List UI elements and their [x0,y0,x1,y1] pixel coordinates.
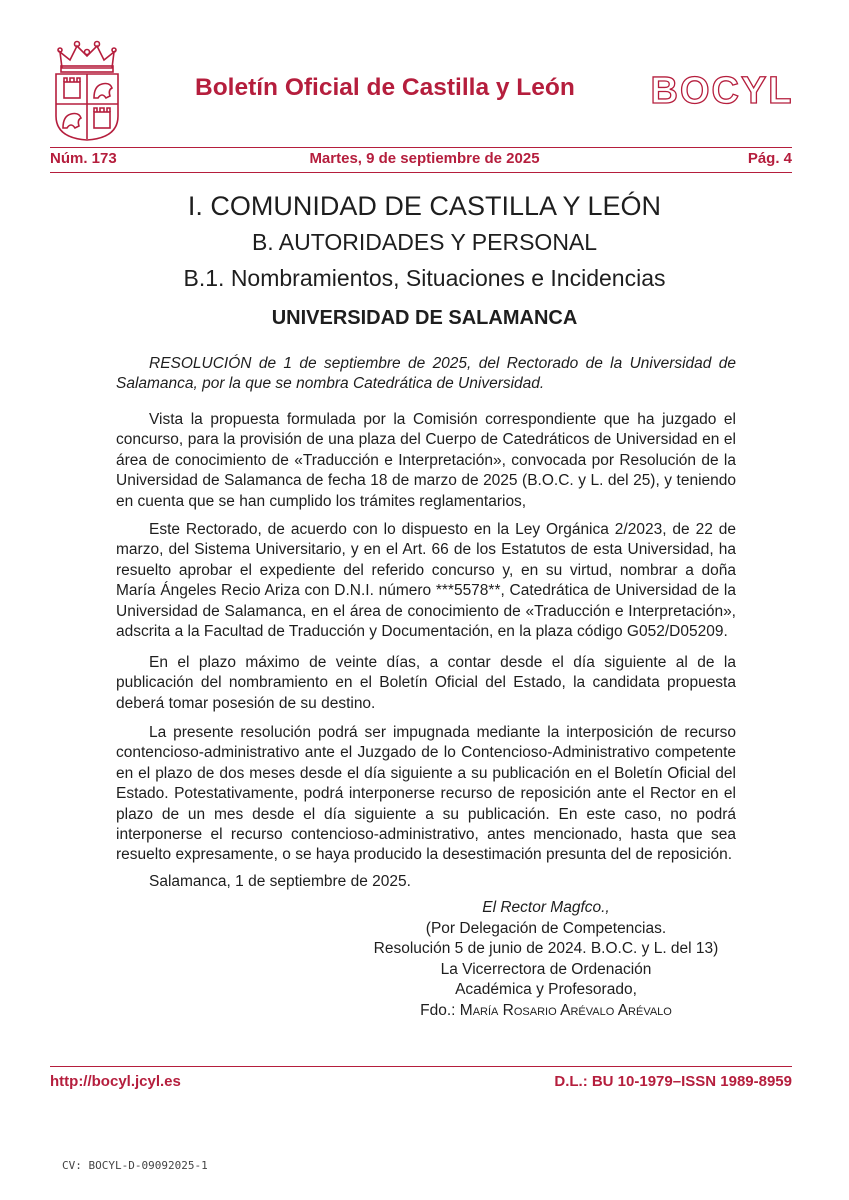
signed-prefix: Fdo.: [420,1001,456,1019]
paragraph-3-text: En el plazo máximo de veinte días, a contar desde el día siguiente al de la publicación del nombramiento en el Boletín Oficial del Estado, la candidata propuesta deberá tomar posesión de su destino. [116,654,736,712]
signature-line-1: El Rector Magfco., [482,899,610,916]
section-level-3: B.1. Nombramientos, Situaciones e Incidencias [183,265,666,291]
issue-date: Martes, 9 de septiembre de 2025 [309,150,540,167]
resolution-title-text: RESOLUCIÓN de 1 de septiembre de 2025, del Rectorado de la Universidad de Salamanca, por la que se nombra Catedrática de Universidad. [116,355,736,393]
signatory-name: María Rosario Arévalo Arévalo [459,1001,672,1019]
page-number: Pág. 4 [747,150,792,167]
header-bottom-rule [50,172,792,173]
signature-line-2: (Por Delegación de Competencias. [425,919,667,937]
bulletin-url-link[interactable]: http://bocyl.jcyl.es [50,1073,181,1090]
signature-line-4: La Vicerrectora de Ordenación [440,960,652,978]
place-date [116,872,736,892]
place-date-text: Salamanca, 1 de septiembre de 2025. [149,873,411,890]
bulletin-title: Boletín Oficial de Castilla y León [195,74,575,101]
svg-text:BOCYL: BOCYL [650,72,794,108]
paragraph-4-text: La presente resolución podrá ser impugnada mediante la interposición de recurso contencioso-administrativo ante el Juzgado de lo Contencioso-Administrativo competente en el plazo de dos meses desde el día siguiente a su publicación en el Boletín Oficial del Estado. Potestativamente, podrá interponerse recurso de reposición ante el Rector en el plazo de un mes desde el día siguiente a su publicación. En este caso, no podrá interponerse el recurso contencioso-administrativo, antes mencionado, hasta que sea resuelto expresamente, o se haya producido la desestimación presunta del de reposición. [116,724,736,864]
paragraph-1 [116,410,736,512]
signature-block [360,898,732,1022]
cv-code: CV: BOCYL-D-09092025-1 [62,1159,208,1172]
paragraph-2-text: Este Rectorado, de acuerdo con lo dispuesto en la Ley Orgánica 2/2023, de 22 de marzo, del Sistema Universitario, y en el Art. 66 de los Estatutos de esta Universidad, ha resuelto aprobar el expediente del referido concurso y, en su virtud, nombrar a doña María Ángeles Recio Ariza con D.N.I. número ***5578**, Catedrática de Universidad de la Universidad de Salamanca, en el área de conocimiento de «Traducción e Interpretación», adscrita a la Facultad de Traducción y Documentación, en la plaza código G052/D05209. [116,521,736,641]
paragraph-2 [116,520,736,642]
signature-line-3: Resolución 5 de junio de 2024. B.O.C. y L. del 13) [373,940,719,958]
issue-number: Núm. 173 [50,150,117,167]
signature-signed-line [360,1001,732,1022]
section-level-2: B. AUTORIDADES Y PERSONAL [251,229,598,255]
paragraph-3 [116,653,736,714]
footer-rule [50,1066,792,1067]
castilla-leon-coat-of-arms-icon [50,38,124,142]
section-level-1: I. COMUNIDAD DE CASTILLA Y LEÓN [187,191,662,221]
signature-line-5: Académica y Profesorado, [455,981,637,999]
institution-heading: UNIVERSIDAD DE SALAMANCA [271,307,578,329]
bocyl-logo [650,72,794,108]
legal-deposit: D.L.: BU 10-1979–ISSN 1989-8959 [554,1073,792,1090]
paragraph-1-text: Vista la propuesta formulada por la Comisión correspondiente que ha juzgado el concurso, para la provisión de una plaza del Cuerpo de Catedráticos de Universidad en el área de conocimiento de «Traducción e Interpretación», convocada por Resolución de la Universidad de Salamanca de fecha 18 de marzo de 2025 (B.O.C. y L. del 25), y teniendo en cuenta que se han cumplido los trámites reglamentarios, [116,411,736,510]
resolution-title [116,354,736,395]
header-top-rule [50,147,792,148]
paragraph-4 [116,723,736,866]
